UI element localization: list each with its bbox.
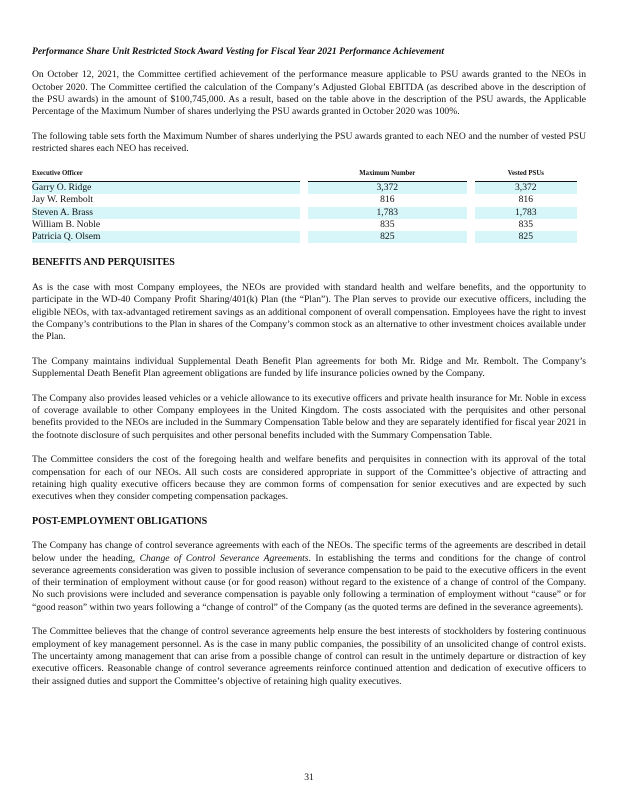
officer-name: Steven A. Brass — [32, 207, 300, 219]
paragraph: The Committee believes that the change of control severance agreements help ensure the best interests of stockholders by fostering continuous employment of key management personnel. As is the case in many public companies, the possibility of an unsolicited change of control exists. The uncertainty among management that can arise from a possible change of control can result in the untimely departure or distraction of key executive officers. Reasonable change of control severance agreements reinforce continued attention and dedication of executive officers to their assigned duties and support the Committee’s objective of retaining high quality executives. — [32, 626, 586, 687]
maximum-number: 3,372 — [308, 182, 467, 194]
section-title: Performance Share Unit Restricted Stock Award Vesting for Fiscal Year 2021 Performance Achievement — [32, 46, 444, 57]
column-header: Executive Officer — [32, 168, 300, 182]
table-row — [32, 207, 577, 219]
text: . In establishing the terms and conditions for the change of control severance agreements consideration was given to possible inclusion of severance compensation to be paid to the executive officers in the event of their termination of employment without cause (or for good reason) without regard to the existence of a change of control of the Company. No such provisions were included and severance compensation is payable only following a termination of employment without “cause” or for “good reason” within two years following a “change of control” of the Company (as the quoted terms are defined in the severance agreements). — [32, 552, 586, 613]
vested-psus: 825 — [475, 231, 577, 243]
vested-psus: 1,783 — [475, 207, 577, 219]
column-header: Vested PSUs — [475, 168, 577, 182]
paragraph: On October 12, 2021, the Committee certified achievement of the performance measure applicable to PSU awards granted to the NEOs in October 2020. The Committee certified the calculation of the Company’s Adjusted Global EBITDA (as described above in the description of the PSU awards) in the amount of $100,745,000. As a result, based on the table above in the description of the PSU awards, the Applicable Percentage of the Maximum Number of shares underlying the PSU awards granted in October 2020 was 100%. — [32, 69, 586, 118]
paragraph: The Company also provides leased vehicles or a vehicle allowance to its executive officers and private health insurance for Mr. Noble in excess of coverage available to other Company employees in the United Kingdom. The costs associated with the perquisites and other personal benefits provided to the NEOs are included in the Summary Compensation Table below and they are separately identified for fiscal year 2021 in the footnote disclosure of such perquisites and other personal benefits included with the Summary Compensation Table. — [32, 392, 586, 441]
benefits-heading: BENEFITS AND PERQUISITES — [32, 257, 175, 269]
psu-table — [32, 168, 577, 244]
paragraph: The Company maintains individual Supplemental Death Benefit Plan agreements for both Mr. Ridge and Mr. Rembolt. The Company’s Supplemental Death Benefit Plan agreement obligations are funded by life insurance policies owned by the Company. — [32, 355, 586, 380]
officer-name: Patricia Q. Olsem — [32, 231, 300, 243]
maximum-number: 816 — [380, 194, 395, 206]
maximum-number: 1,783 — [308, 207, 467, 219]
officer-name: William B. Noble — [32, 218, 101, 230]
text: The Company has change of control severance agreements with each of the NEOs. The specific terms of the agreements are described in detail below under the heading, — [32, 540, 586, 564]
vested-psus: 835 — [518, 218, 533, 230]
vested-psus: 3,372 — [475, 182, 577, 194]
maximum-number: 825 — [308, 231, 467, 243]
paragraph: The following table sets forth the Maximum Number of shares underlying the PSU awards granted to each NEO and the number of vested PSU restricted shares each NEO has received. — [32, 130, 586, 155]
post-employment-heading: POST-EMPLOYMENT OBLIGATIONS — [32, 515, 208, 527]
paragraph: As is the case with most Company employees, the NEOs are provided with standard health and welfare benefits, and the opportunity to participate in the WD-40 Company Profit Sharing/401(k) Plan (the “Plan”). The Plan serves to provide our executive officers, including the eligible NEOs, with tax-advantaged retirement savings as an additional component of overall compensation. Employees have the right to invest the Company’s contributions to the Plan in shares of the Company’s common stock as an alternative to other investment choices available under the Plan. — [32, 282, 586, 343]
maximum-number: 835 — [380, 218, 395, 230]
table-row — [32, 182, 577, 194]
paragraph: The Committee considers the cost of the foregoing health and welfare benefits and perquisites in connection with its approval of the total compensation for each of our NEOs. All such costs are considered appropriate in support of the Committee’s objective of attracting and retaining high quality executive officers because they are common forms of compensation for senior executives and are expected by such executives when they consider competing compensation packages. — [32, 454, 586, 503]
table-row — [32, 219, 577, 231]
paragraph — [32, 540, 586, 614]
table-row — [32, 194, 577, 206]
vested-psus: 816 — [518, 194, 533, 206]
table-row — [32, 231, 577, 243]
document-page — [32, 46, 586, 700]
column-header: Maximum Number — [308, 168, 467, 182]
officer-name: Garry O. Ridge — [32, 182, 300, 194]
page-number: 31 — [304, 772, 314, 783]
section-reference: Change of Control Severance Agreements — [139, 552, 309, 564]
officer-name: Jay W. Rembolt — [32, 194, 94, 206]
